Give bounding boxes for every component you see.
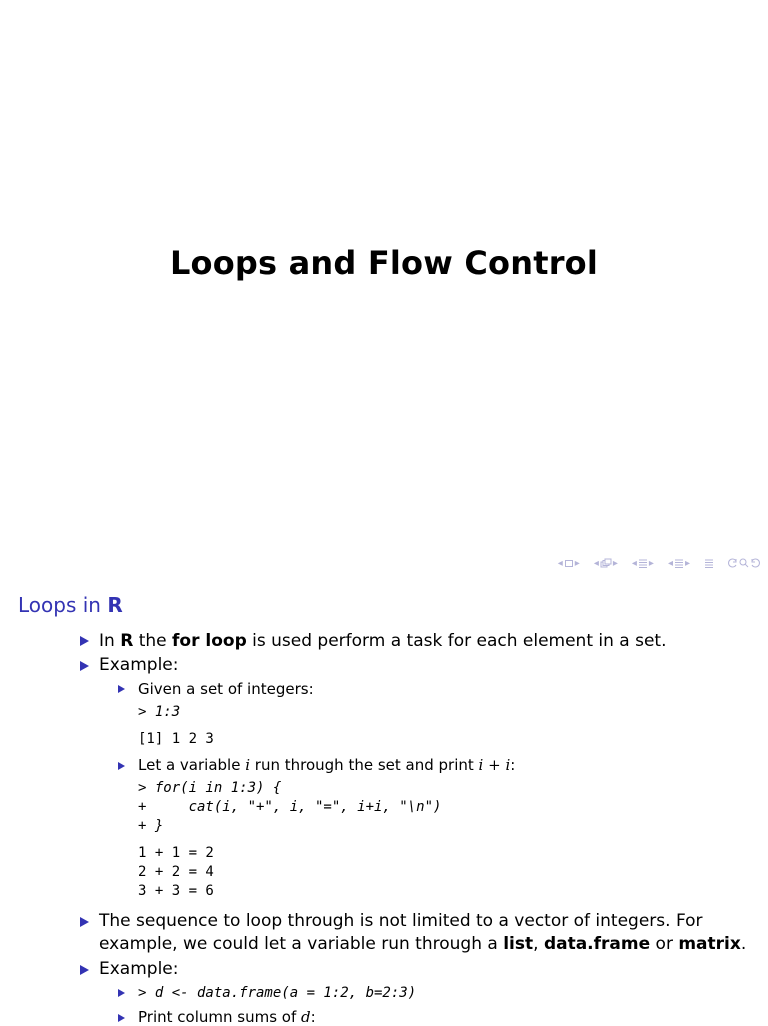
- nav-prev-section-icon[interactable]: ◂: [631, 557, 637, 569]
- nav-back-icon[interactable]: [728, 558, 738, 568]
- nav-next-frame-icon[interactable]: ▸: [574, 557, 580, 569]
- text: Let a variable: [138, 756, 246, 774]
- text: Print column sums of: [138, 1008, 302, 1026]
- text: .: [740, 934, 747, 954]
- data-frame-keyword: data.frame: [543, 934, 651, 954]
- sub-bullet-marker: [118, 762, 125, 770]
- nav-next-subsection-icon[interactable]: ▸: [612, 557, 618, 569]
- math-i: i: [245, 756, 251, 774]
- text: run through the set and print: [250, 756, 479, 774]
- code-output-line: 2 + 2 = 4: [138, 864, 214, 880]
- text: :: [510, 756, 516, 774]
- sub-bullet-let-variable: [138, 756, 515, 774]
- text: In: [99, 631, 121, 651]
- nav-frame-icon[interactable]: [564, 559, 574, 568]
- sub-bullet-marker: [118, 1014, 125, 1022]
- text: :: [310, 1008, 316, 1026]
- text: is used perform a task for each element in a set.: [246, 631, 667, 651]
- nav-align-icon[interactable]: [704, 558, 714, 568]
- code-command: > 1:3: [138, 704, 181, 720]
- code-line: + cat(i, "+", i, "=", i+i, "\n"): [138, 799, 442, 815]
- sub-bullet-print-column-sums: [138, 1008, 316, 1026]
- bullet-example: Example:: [99, 655, 179, 675]
- bullet-marker: [80, 965, 89, 975]
- loops-in-r-slide: [0, 576, 768, 1024]
- for-loop-keyword: for loop: [172, 631, 247, 651]
- code-output: [1] 1 2 3: [138, 731, 214, 747]
- code-output-line: 1 + 1 = 2: [138, 845, 214, 861]
- nav-part-icon[interactable]: [674, 558, 684, 568]
- list-keyword: list: [503, 934, 534, 954]
- text: example, we could let a variable run through a: [99, 934, 504, 954]
- code-line: + }: [138, 818, 164, 834]
- nav-prev-subsection-icon[interactable]: ◂: [593, 557, 599, 569]
- nav-subsection-icon[interactable]: [600, 558, 612, 568]
- code-line: > for(i in 1:3) {: [138, 780, 282, 796]
- sub-bullet-given-set: Given a set of integers:: [138, 680, 314, 698]
- matrix-keyword: matrix: [678, 934, 741, 954]
- text: ,: [533, 934, 544, 954]
- bullet-marker: [80, 636, 89, 646]
- bullet-sequence-line2: [99, 934, 746, 954]
- nav-prev-part-icon[interactable]: ◂: [667, 557, 673, 569]
- bullet-marker: [80, 917, 89, 927]
- frame-title-prefix: Loops in: [18, 593, 108, 617]
- r-keyword: R: [120, 631, 134, 651]
- code-data-frame: > d <- data.frame(a = 1:2, b=2:3): [138, 985, 417, 1001]
- sub-bullet-marker: [118, 685, 125, 693]
- nav-section-icon[interactable]: [638, 558, 648, 568]
- text: or: [650, 934, 679, 954]
- bullet-marker: [80, 661, 89, 671]
- nav-prev-frame-icon[interactable]: ◂: [557, 557, 563, 569]
- code-output-line: 3 + 3 = 6: [138, 883, 214, 899]
- bullet-sequence-line1: The sequence to loop through is not limited to a vector of integers. For: [99, 911, 703, 931]
- sub-bullet-marker: [118, 989, 125, 997]
- math-d: d: [301, 1008, 311, 1026]
- frame-title-r: R: [107, 593, 123, 617]
- bullet-for-loop: [99, 631, 667, 651]
- nav-next-section-icon[interactable]: ▸: [648, 557, 654, 569]
- nav-forward-icon[interactable]: [750, 558, 760, 568]
- text: the: [133, 631, 173, 651]
- math-expression: i + i: [478, 756, 511, 774]
- bullet-example-2: Example:: [99, 959, 179, 979]
- nav-next-part-icon[interactable]: ▸: [684, 557, 690, 569]
- frame-title: [18, 593, 123, 617]
- beamer-navigation-bar: [558, 555, 760, 571]
- nav-search-icon[interactable]: [739, 558, 749, 568]
- slide-title: Loops and Flow Control: [169, 244, 599, 282]
